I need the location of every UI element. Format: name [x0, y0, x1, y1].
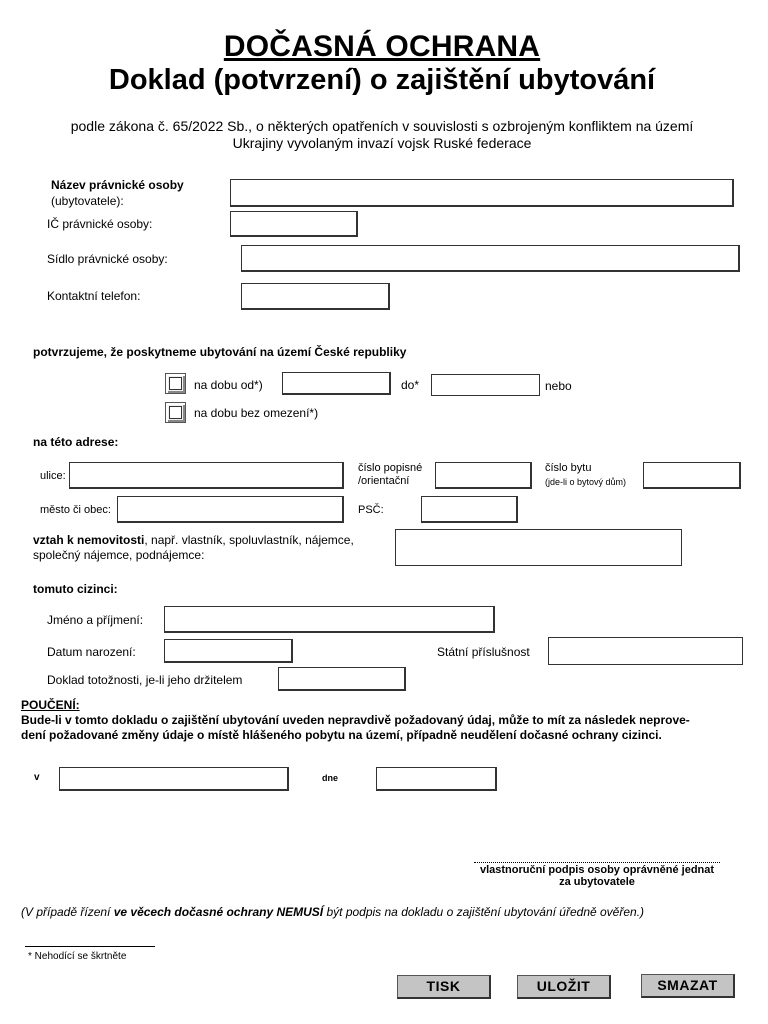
house-number-label-line2: /orientační [358, 475, 410, 487]
foreigner-name-label: Jméno a příjmení: [47, 613, 144, 627]
foreigner-name-field[interactable] [164, 606, 495, 633]
foreigner-citizenship-label: Státní příslušnost [437, 645, 530, 659]
place-label: v [34, 772, 40, 783]
provider-ico-field[interactable] [230, 211, 358, 237]
signature-remark-part1: (V případě řízení [21, 905, 114, 919]
house-number-label-line1: číslo popisné [358, 462, 423, 474]
clear-button[interactable]: SMAZAT [641, 974, 735, 998]
asterisk-note: * Nehodící se škrtněte [28, 951, 127, 962]
form-subtitle: Doklad (potvrzení) o zajištění ubytování [108, 64, 656, 96]
signature-remark-part2: být podpis na dokladu o zajištění ubytování úředně ověřen.) [323, 905, 645, 919]
period-limited-checkbox[interactable] [165, 373, 186, 394]
signature-remark-bold: ve věcech dočasné ochrany NEMUSÍ [113, 905, 324, 919]
form-title: DOČASNÁ OCHRANA [223, 30, 541, 63]
save-button[interactable]: ULOŽIT [517, 975, 611, 999]
checkbox-box-icon [169, 406, 182, 419]
law-reference-line2: Ukrajiny vyvolaným invazí vojsk Ruské federace [232, 135, 532, 151]
notice-heading: POUČENÍ: [21, 698, 80, 712]
flat-number-field[interactable] [643, 462, 741, 489]
provider-name-label: Název právnické osoby [51, 178, 184, 192]
period-unlimited-label: na dobu bez omezení*) [194, 406, 319, 420]
foreigner-birth-field[interactable] [164, 639, 293, 663]
foreigner-birth-label: Datum narození: [47, 645, 136, 659]
flat-number-hint: (jde-li o bytový dům) [545, 477, 627, 487]
property-relation-label [33, 533, 354, 563]
foreigner-heading: tomuto cizinci: [33, 582, 118, 596]
foreigner-id-doc-field[interactable] [278, 667, 406, 691]
footnote-divider [25, 946, 155, 947]
provider-phone-label: Kontaktní telefon: [47, 289, 141, 303]
provider-name-field[interactable] [230, 179, 734, 207]
period-to-label: do* [401, 378, 420, 392]
house-number-field[interactable] [435, 462, 532, 489]
period-to-field[interactable] [431, 374, 540, 396]
signature-line [474, 862, 720, 863]
notice-text [21, 713, 745, 743]
property-relation-label-rest: , např. vlastník, spoluvlastník, nájemce, [144, 533, 354, 547]
law-reference-line1: podle zákona č. 65/2022 Sb., o některých opatřeních v souvislosti s ozbrojeným konfliktem na území [70, 118, 694, 134]
or-label: nebo [545, 379, 572, 393]
period-unlimited-checkbox[interactable] [165, 402, 186, 423]
provider-ico-label: IČ právnické osoby: [47, 217, 153, 231]
notice-text-line1: Bude-li v tomto dokladu o zajištění ubytování uveden nepravdivě požadovaný údaj, může to mít za následek neprove- [21, 713, 690, 727]
provider-seat-field[interactable] [241, 245, 740, 272]
date-field[interactable] [376, 767, 497, 791]
foreigner-citizenship-field[interactable] [548, 637, 743, 665]
signature-caption [464, 864, 730, 888]
provider-seat-label: Sídlo právnické osoby: [47, 252, 168, 266]
signature-remark [21, 905, 644, 919]
zip-label: PSČ: [358, 504, 384, 516]
period-from-label: na dobu od*) [194, 378, 263, 392]
date-label: dne [322, 773, 339, 783]
confirmation-statement: potvrzujeme, že poskytneme ubytování na území České republiky [33, 345, 407, 359]
street-field[interactable] [69, 462, 344, 489]
city-field[interactable] [117, 496, 344, 523]
foreigner-id-doc-label: Doklad totožnosti, je-li jeho držitelem [47, 673, 243, 687]
street-label: ulice: [40, 470, 66, 482]
print-button[interactable]: TISK [397, 975, 491, 999]
flat-number-label: číslo bytu [545, 462, 592, 474]
property-relation-label-line1 [33, 533, 354, 548]
place-field[interactable] [59, 767, 289, 791]
period-from-field[interactable] [282, 372, 391, 395]
law-reference [20, 118, 744, 152]
signature-caption-line2: za ubytovatele [559, 876, 635, 888]
zip-field[interactable] [421, 496, 518, 523]
checkbox-box-icon [169, 377, 182, 390]
city-label: město či obec: [40, 504, 111, 516]
property-relation-field[interactable] [395, 529, 682, 566]
provider-phone-field[interactable] [241, 283, 390, 310]
house-number-label [358, 462, 422, 488]
provider-name-label-sub: (ubytovatele): [51, 194, 124, 208]
property-relation-label-line2: společný nájemce, podnájemce: [33, 548, 205, 562]
address-heading: na této adrese: [33, 435, 119, 449]
notice-text-line2: dení požadované změny údaje o místě hlášeného pobytu na území, případně neudělení dočasné ochrany cizinci. [21, 728, 662, 742]
property-relation-label-bold: vztah k nemovitosti [33, 533, 145, 547]
signature-caption-line1: vlastnoruční podpis osoby oprávněné jednat [479, 864, 715, 876]
